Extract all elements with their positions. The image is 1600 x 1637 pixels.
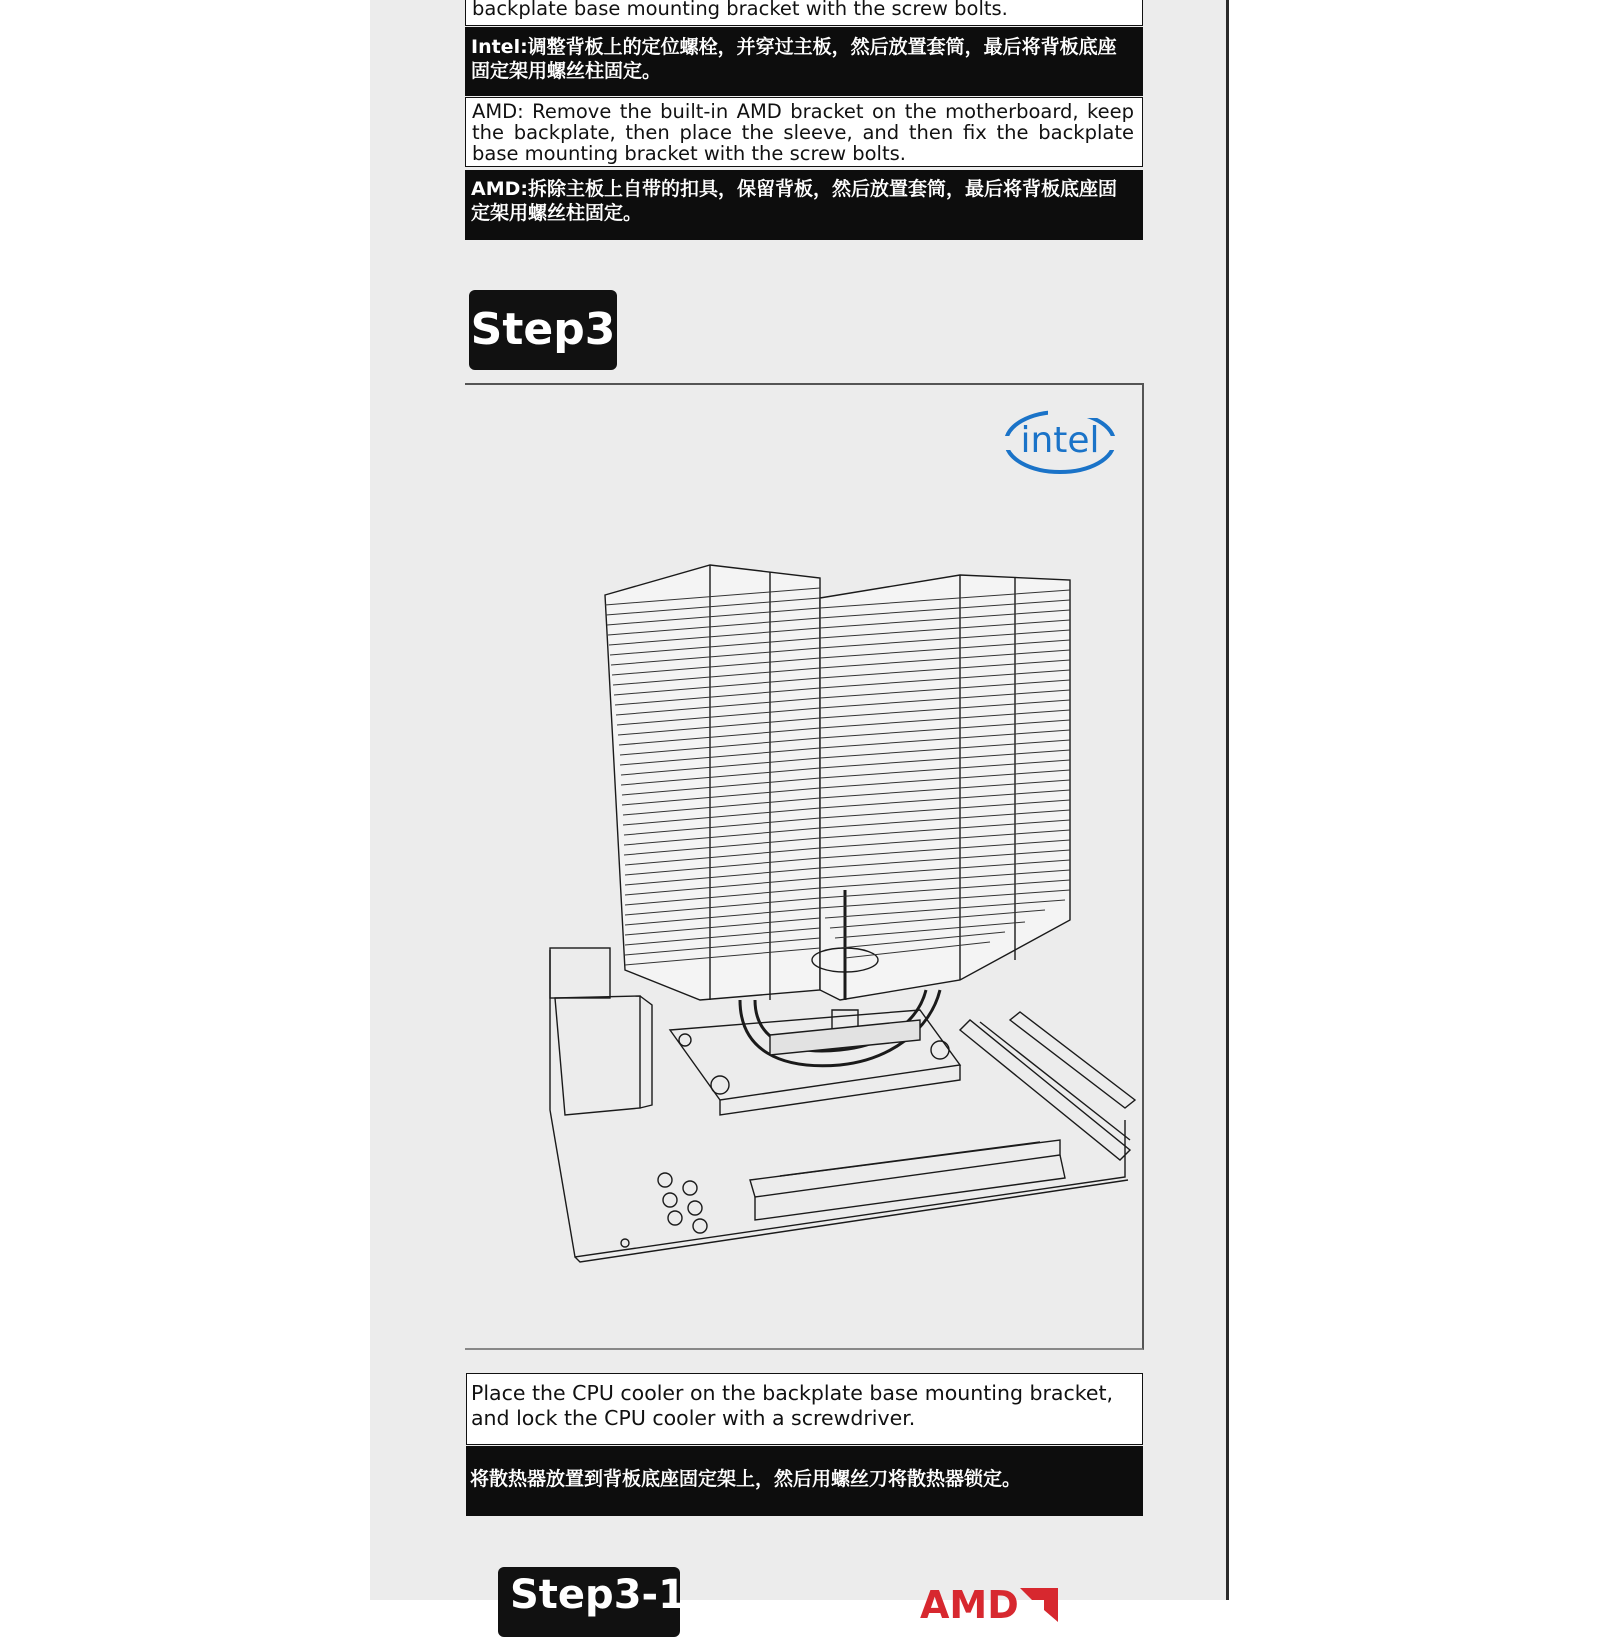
amd-instruction-cn-text: AMD:拆除主板上自带的扣具，保留背板，然后放置套筒，最后将背板底座固定架用螺丝柱固定。 [471,178,1117,224]
pcie-slot [750,1140,1060,1197]
amd-logo [920,1582,1060,1626]
amd-instruction-cn [465,170,1143,240]
intel-logo-text: intel [1020,420,1100,461]
intel-logo [1002,402,1118,478]
step3-instruction-cn-text: 将散热器放置到背板底座固定架上，然后用螺丝刀将散热器锁定。 [470,1468,1022,1490]
amd-logo-text: AMD [920,1583,1019,1627]
amd-arrow-icon [1020,1588,1058,1622]
intel-instruction-cn-text: Intel:调整背板上的定位螺栓，并穿过主板，然后放置套筒，最后将背板底座固定架用螺丝柱固定。 [471,36,1117,82]
ram-slot [960,1020,1130,1160]
amd-instruction-en-text: AMD: Remove the built-in AMD bracket on the motherboard, keep the backplate, then place the sleeve, and then fix the backplate base mounting bracket with the screw bolts. [472,100,1134,165]
intel-instruction-cn [465,27,1143,96]
step3-badge [469,290,617,370]
page-edge [1226,0,1229,1600]
amd-instruction-en [465,97,1143,167]
step3-1-badge [498,1567,686,1637]
step3-label: Step3 [470,304,616,355]
cpu-cooler-illustration [540,560,1140,1300]
intel-instruction-en [465,0,1143,26]
step3-instruction-en [466,1373,1143,1445]
step3-instruction-en-text: Place the CPU cooler on the backplate base mounting bracket, and lock the CPU cooler with a screwdriver. [471,1381,1114,1430]
manual-page [370,0,1229,1627]
step3-instruction-cn [466,1446,1143,1516]
intel-instruction-en-text: backplate base mounting bracket with the screw bolts. [472,0,1008,20]
step3-1-label: Step3-1 [510,1572,686,1618]
